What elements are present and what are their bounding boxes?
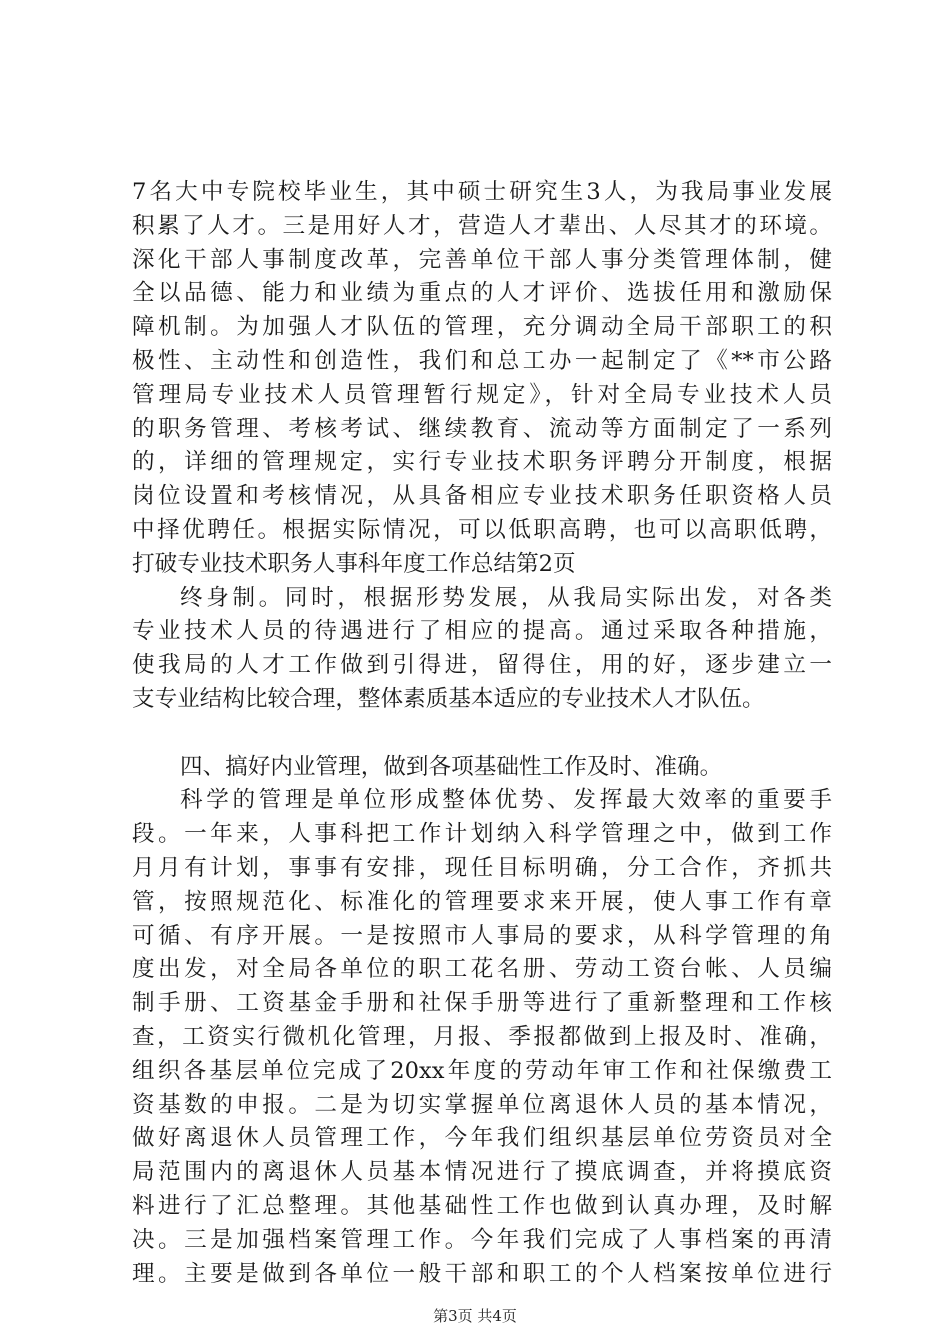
text-line: 使我局的人才工作做到引得进，留得住，用的好，逐步建立一: [132, 652, 832, 679]
text-line: 决。三是加强档案管理工作。今年我们完成了人事档案的再清: [132, 1226, 832, 1253]
text-line: 深化干部人事制度改革，完善单位干部人事分类管理体制，健: [132, 246, 832, 273]
text-line: 月月有计划，事事有安排，现任目标明确，分工合作，齐抓共: [132, 854, 832, 881]
text-line: 打破专业技术职务人事科年度工作总结第2页: [132, 550, 576, 577]
paragraph-gap: [132, 717, 832, 751]
text-line: 查，工资实行微机化管理，月报、季报都做到上报及时、准确，: [132, 1023, 832, 1050]
section-heading: 四、搞好内业管理，做到各项基础性工作及时、准确。: [180, 753, 723, 780]
paragraph-talent: [132, 176, 832, 582]
text-line: 组织各基层单位完成了20xx年度的劳动年审工作和社保缴费工: [132, 1057, 832, 1084]
text-line: 专业技术人员的待遇进行了相应的提高。通过采取各种措施，: [132, 618, 832, 645]
text-line: 科学的管理是单位形成整体优势、发挥最大效率的重要手: [180, 787, 832, 814]
text-line: 终身制。同时，根据形势发展，从我局实际出发，对各类: [180, 584, 832, 611]
text-line: 局范围内的离退休人员基本情况进行了摸底调查，并将摸底资: [132, 1159, 832, 1186]
text-line: 极性、主动性和创造性，我们和总工办一起制定了《**市公路: [132, 347, 832, 374]
text-line: 管理局专业技术人员管理暂行规定》，针对全局专业技术人员: [132, 381, 832, 408]
text-line: 料进行了汇总整理。其他基础性工作也做到认真办理，及时解: [132, 1192, 832, 1219]
text-line: 段。一年来，人事科把工作计划纳入科学管理之中，做到工作: [132, 821, 832, 848]
text-line: 中择优聘任。根据实际情况，可以低职高聘，也可以高职低聘，: [132, 516, 832, 543]
text-line: 支专业结构比较合理，整体素质基本适应的专业技术人才队伍。: [132, 685, 765, 712]
text-line: 做好离退休人员管理工作，今年我们组织基层单位劳资员对全: [132, 1125, 832, 1152]
page-number-footer: 第3页 共4页: [433, 1307, 517, 1325]
text-line: 积累了人才。三是用好人才，营造人才辈出、人尽其才的环境。: [132, 212, 832, 239]
text-line: 的，详细的管理规定，实行专业技术职务评聘分开制度，根据: [132, 449, 832, 476]
text-line: 度出发，对全局各单位的职工花名册、劳动工资台帐、人员编: [132, 956, 832, 983]
paragraph-management: [132, 784, 832, 1291]
text-line: 可循、有序开展。一是按照市人事局的要求，从科学管理的角: [132, 922, 832, 949]
text-line: 的职务管理、考核考试、继续教育、流动等方面制定了一系列: [132, 415, 832, 442]
document-body: [132, 176, 832, 1291]
text-line: 制手册、工资基金手册和社保手册等进行了重新整理和工作核: [132, 990, 832, 1017]
text-line: 7名大中专院校毕业生，其中硕士研究生3人，为我局事业发展: [132, 179, 832, 205]
text-line: 岗位设置和考核情况，从具备相应专业技术职务任职资格人员: [132, 483, 832, 510]
text-line: 资基数的申报。二是为切实掌握单位离退休人员的基本情况，: [132, 1091, 832, 1118]
paragraph-lifetime-system: [132, 582, 832, 717]
text-line: 障机制。为加强人才队伍的管理，充分调动全局干部职工的积: [132, 314, 832, 341]
text-line: 全以品德、能力和业绩为重点的人才评价、选拔任用和激励保: [132, 280, 832, 307]
text-line: 管，按照规范化、标准化的管理要求来开展，使人事工作有章: [132, 888, 832, 915]
text-line: 理。主要是做到各单位一般干部和职工的个人档案按单位进行: [132, 1260, 832, 1287]
